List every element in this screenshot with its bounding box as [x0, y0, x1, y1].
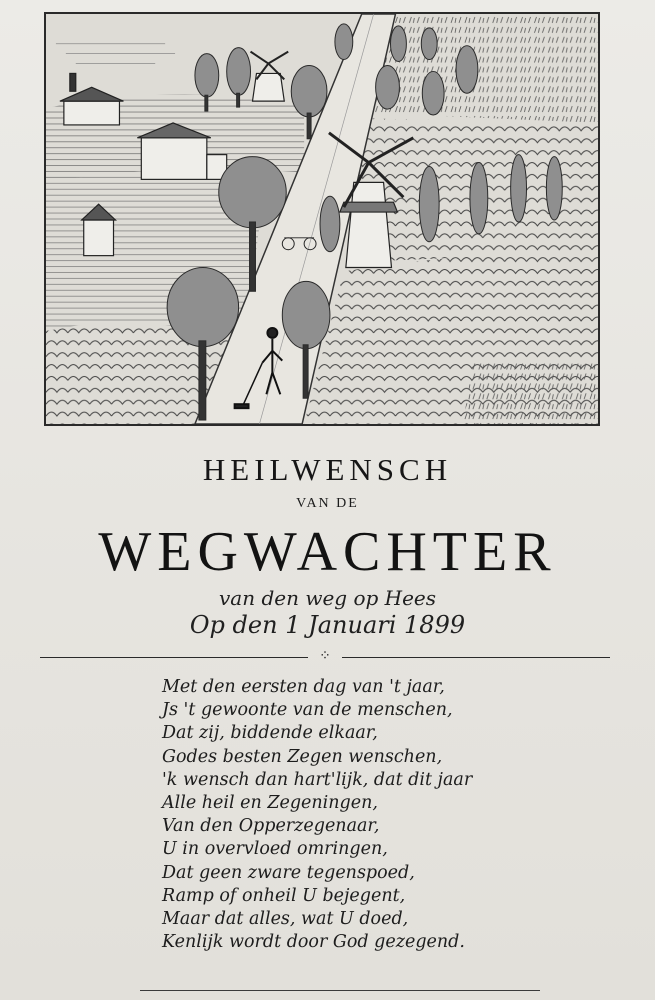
- poem-line: Alle heil en Zegeningen,: [162, 792, 378, 813]
- title-van-de: VAN DE: [296, 496, 359, 511]
- poem: [162, 676, 602, 954]
- poem-line: Dat zij, biddende elkaar,: [162, 723, 378, 744]
- poem-line: Kenlijk wordt door God gezegend.: [162, 932, 465, 953]
- ornament-icon: ⁘: [319, 648, 331, 664]
- poem-line: U in overvloed omringen,: [162, 839, 388, 860]
- poem-line: Ramp of onheil U bejegent,: [162, 885, 406, 906]
- poem-line: Godes besten Zegen wenschen,: [162, 746, 443, 767]
- title-heilwensch: HEILWENSCH: [202, 452, 453, 487]
- landscape-illustration: [44, 12, 600, 426]
- poem-line: 'k wensch dan hart'lijk, dat dit jaar: [162, 769, 473, 790]
- landscape-icon: [46, 14, 598, 424]
- divider-line-left: [40, 657, 308, 658]
- title-wegwachter: WEGWACHTER: [98, 521, 557, 583]
- poem-line: Maar dat alles, wat U doed,: [162, 908, 409, 929]
- subtitle-date: Op den 1 Januari 1899: [189, 611, 466, 639]
- divider-line-right: [342, 657, 610, 658]
- subtitle-location: van den weg op Hees: [218, 586, 437, 610]
- poem-line: Van den Opperzegenaar,: [162, 816, 380, 837]
- poem-line: Met den eersten dag van 't jaar,: [162, 677, 445, 697]
- poem-line: Js 't gewoonte van de menschen,: [162, 700, 453, 721]
- bottom-rule: [140, 990, 540, 991]
- poem-line: Dat geen zware tegenspoed,: [162, 862, 415, 883]
- ornamental-divider: [40, 648, 610, 664]
